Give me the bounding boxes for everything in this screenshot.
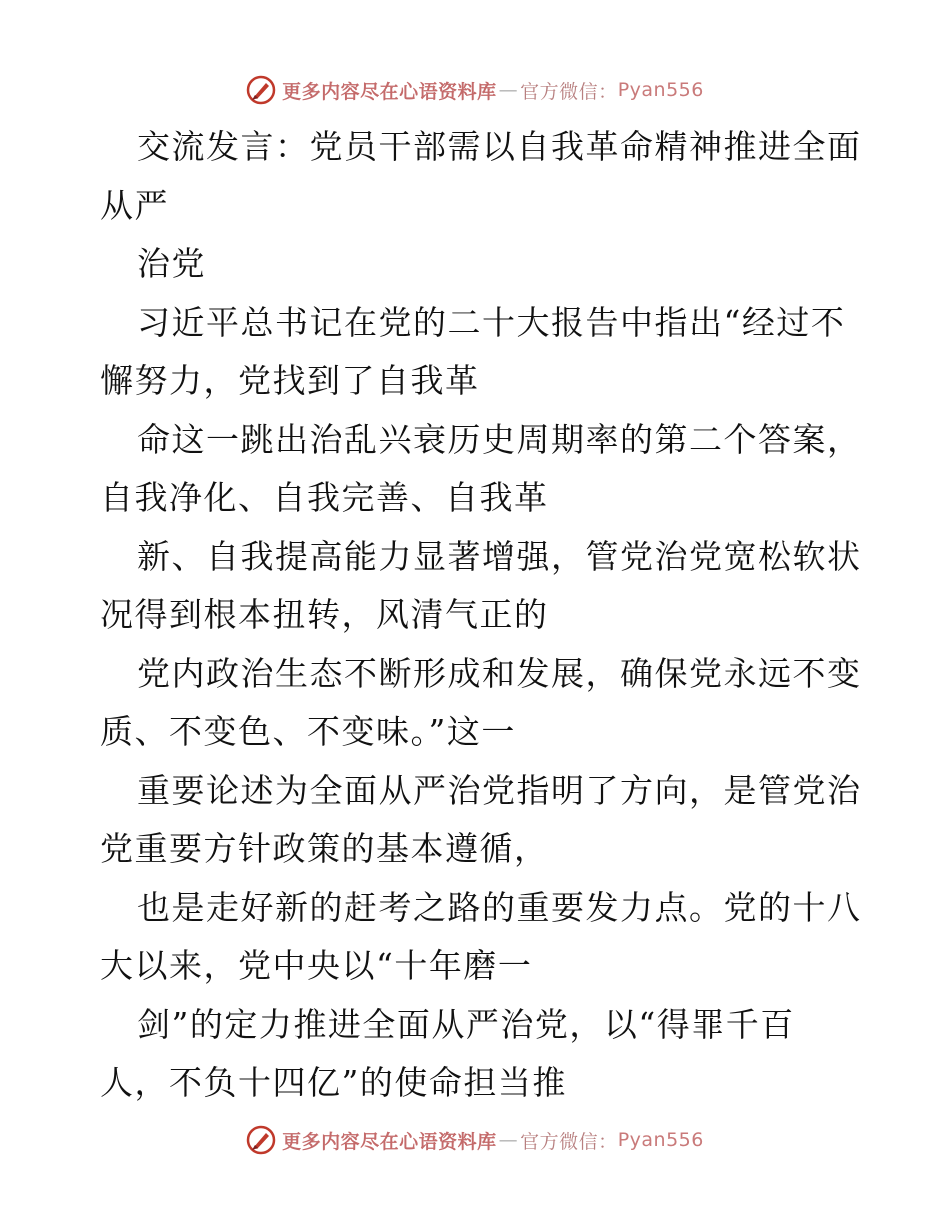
text-line: 习近平总书记在党的二十大报告中指出“经过不 xyxy=(137,302,846,342)
pen-logo-icon xyxy=(246,75,276,105)
text-line: 交流发言：党员干部需以自我革命精神推进全面 xyxy=(137,127,862,166)
text-line: 重要论述为全面从严治党指明了方向，是管党治 xyxy=(137,770,862,810)
footer-watermark xyxy=(0,1120,950,1160)
pen-logo-icon xyxy=(246,1125,276,1155)
text-line: 从严 xyxy=(100,185,169,225)
watermark-main-text: 更多内容尽在心语资料库 xyxy=(282,80,497,103)
watermark-wechat-id: Pyan556 xyxy=(617,1129,704,1151)
text-line: 命这一跳出治乱兴衰历史周期率的第二个答案， xyxy=(137,419,862,459)
watermark-separator: — xyxy=(498,1129,519,1151)
text-line: 党重要方针政策的基本遵循， xyxy=(100,829,549,868)
text-line: 新、自我提高能力显著增强，管党治党宽松软状 xyxy=(137,536,862,576)
header-watermark xyxy=(0,70,950,110)
text-line: 党内政治生态不断形成和发展，确保党永远不变 xyxy=(137,653,862,693)
text-line: 剑”的定力推进全面从严治党，以“得罪千百 xyxy=(137,1004,795,1044)
watermark-separator: — xyxy=(498,79,519,101)
text-line: 治党 xyxy=(137,244,206,283)
text-line: 自我净化、自我完善、自我革 xyxy=(100,478,549,517)
watermark-side-text: 官方微信： xyxy=(520,1130,618,1153)
text-line: 也是走好新的赶考之路的重要发力点。党的十八 xyxy=(137,887,862,927)
watermark-main-text: 更多内容尽在心语资料库 xyxy=(282,1130,497,1153)
watermark-side-text: 官方微信： xyxy=(520,80,618,103)
watermark-wechat-id: Pyan556 xyxy=(617,79,704,101)
text-line: 质、不变色、不变味。”这一 xyxy=(100,712,516,751)
text-line: 大以来，党中央以“十年磨一 xyxy=(100,946,533,985)
text-line: 况得到根本扭转，风清气正的 xyxy=(100,595,549,634)
text-line: 人，不负十四亿”的使命担当推 xyxy=(100,1063,567,1102)
text-line: 懈努力，党找到了自我革 xyxy=(100,361,480,400)
document-body xyxy=(100,118,860,1113)
